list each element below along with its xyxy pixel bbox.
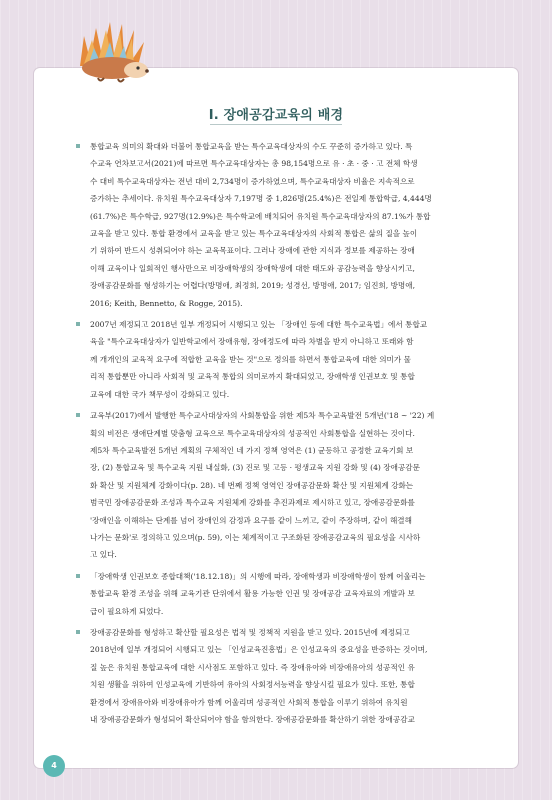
text-line: 께 개개인의 교육적 요구에 적합한 교육을 받는 것"으로 정의를 하면서 통합교육에 대한 의미가 물 <box>90 354 411 364</box>
text-line: 수 대비 특수교육대상자는 전년 대비 2,734명이 증가하였으며, 특수교육대상자 비율은 지속적으로 <box>90 176 415 186</box>
text-line: 급이 필요하게 되었다. <box>90 606 164 616</box>
text-line: 장, (2) 통합교육 및 특수교육 지원 내실화, (3) 진로 및 고등 · 평생교육 지원 강화 및 (4) 장애공감문 <box>90 463 420 473</box>
text-line: 화 확산 및 지원체계 강화이다(p. 28). 네 번째 정책 영역인 장애공감문화 확산 및 지원체계 강화는 <box>90 480 414 490</box>
paragraph-1 <box>76 138 504 312</box>
text-line: 이해 교육이나 일회적인 행사만으로 비장애학생의 장애학생에 대한 태도와 공감능력을 향상시키고, <box>90 263 415 273</box>
bullet-icon <box>76 413 80 417</box>
text-line: 수교육 연차보고서(2021)에 따르면 특수교육대상자는 총 98,154명으로 유 · 초 · 중 · 고 전체 학생 <box>90 159 418 169</box>
text-line: 리적 통합뿐만 아니라 사회적 및 교육적 통합의 의미로까지 확대되었고, 장애학생 인권보호 및 통합 <box>90 372 415 382</box>
text-line: 기 위하여 반드시 성취되어야 하는 교육목표이다. 그러나 장애에 관한 지식과 정보를 제공하는 장애 <box>90 246 415 256</box>
text-line: 제5차 특수교육발전 5개년 계획의 구체적인 네 가지 정책 영역은 (1) 균등하고 공정한 교육기회 보 <box>90 445 414 455</box>
bullet-icon <box>76 144 80 148</box>
text-line: 고 있다. <box>90 550 117 560</box>
text-line: 내 장애공감문화가 형성되어 확산되어야 함을 함의한다. 장애공감문화를 확산하기 위한 장애공감교 <box>90 715 415 724</box>
text-line: 통합교육 환경 조성을 위해 교육기관 단위에서 활용 가능한 인권 및 장애공감 교육자료의 개발과 보 <box>90 589 415 599</box>
body-content <box>76 138 504 732</box>
paragraph-5 <box>76 624 504 728</box>
bullet-icon <box>76 322 80 326</box>
text-line: 장애공감문화를 형성하기는 어렵다(방명애, 최정희, 2019; 성경선, 방명애, 2017; 임진희, 방명애, <box>90 281 416 291</box>
text-line: 치원 생활을 위하여 인성교육에 기반하여 유아의 사회정서능력을 향상시킬 필요가 있다. 또한, 통합 <box>90 680 415 690</box>
text-line: 2016; Keith, Bennetto, & Rogge, 2015). <box>90 298 243 308</box>
text-line: 2007년 제정되고 2018년 일부 개정되어 시행되고 있는 「장애인 등에 대한 특수교육법」에서 통합교 <box>90 320 428 330</box>
text-line: 장애공감문화를 형성하고 확산할 필요성은 법적 및 정책적 지원을 받고 있다. 2015년에 제정되고 <box>90 627 410 637</box>
text-line: 교육부(2017)에서 발행한 특수교사대상자의 사회통합을 위한 제5차 특수교육발전 5개년('18 ~ '22) 계 <box>90 411 435 421</box>
paragraph-2 <box>76 316 504 403</box>
text-line: 증가하는 추세이다. 유치원 특수교육대상자 7,197명 중 1,826명(25.4%)은 전일제 통합학급, 4,444명 <box>90 194 432 204</box>
text-line: 교육을 받고 있다. 통합 환경에서 교육을 받고 있는 특수교육대상자의 사회적 통합은 삶의 질을 높이 <box>90 229 418 239</box>
text-line: 「장애학생 인권보호 종합대책('18.12.18)」의 시행에 따라, 장애학생과 비장애학생이 함께 어울리는 <box>90 571 426 581</box>
page-title: I. 장애공감교육의 배경 <box>208 108 344 123</box>
hedgehog-icon <box>74 16 156 86</box>
text-line: 교육에 대한 국가 책무성이 강화되고 있다. <box>90 389 230 399</box>
bullet-icon <box>76 630 80 634</box>
title-underline <box>210 124 342 125</box>
paragraph-3 <box>76 407 504 564</box>
text-line: 나가는 문화'로 정의하고 있으며(p. 59), 이는 체계적이고 구조화된 장애공감교육의 필요성을 시사하 <box>90 532 421 542</box>
text-line: 육을 "특수교육대상자가 일반학교에서 장애유형, 장애정도에 따라 차별을 받지 아니하고 또래와 함 <box>90 337 414 347</box>
text-line: 환경에서 장애유아와 비장애유아가 함께 어울리며 성공적인 사회적 통합을 이루기 위하여 유치원 <box>90 697 408 707</box>
page-number-badge: 4 <box>43 755 65 777</box>
bullet-icon <box>76 574 80 578</box>
text-line: 범국민 장애공감문화 조성과 특수교육 지원체계 강화를 추진과제로 제시하고 있고, 장애공감문화를 <box>90 498 415 508</box>
paragraph-4 <box>76 568 504 620</box>
text-line: 질 높은 유치원 통합교육에 대한 시사점도 포함하고 있다. 즉 장애유아와 비장애유아의 성공적인 유 <box>90 662 415 672</box>
text-line: 통합교육 의미의 확대와 더불어 통합교육을 받는 특수교육대상자의 수도 꾸준히 증가하고 있다. 특 <box>90 142 413 151</box>
text-line: 획의 비전은 생애단계별 맞춤형 교육으로 특수교육대상자의 성공적인 사회통합을 실현하는 것이다. <box>90 428 415 438</box>
text-line: (61.7%)은 특수학급, 927명(12.9%)은 특수학교에 배치되어 유치원 특수교육대상자의 87.1%가 통합 <box>90 211 431 221</box>
text-line: 2018년에 일부 개정되어 시행되고 있는 「인성교육진흥법」은 인성교육의 중요성을 반증하는 것이며, <box>90 645 428 655</box>
text-line: '장애인을 이해하는 단계를 넘어 장애인의 감정과 요구를 같이 느끼고, 같이 주장하며, 같이 해결해 <box>90 515 412 525</box>
